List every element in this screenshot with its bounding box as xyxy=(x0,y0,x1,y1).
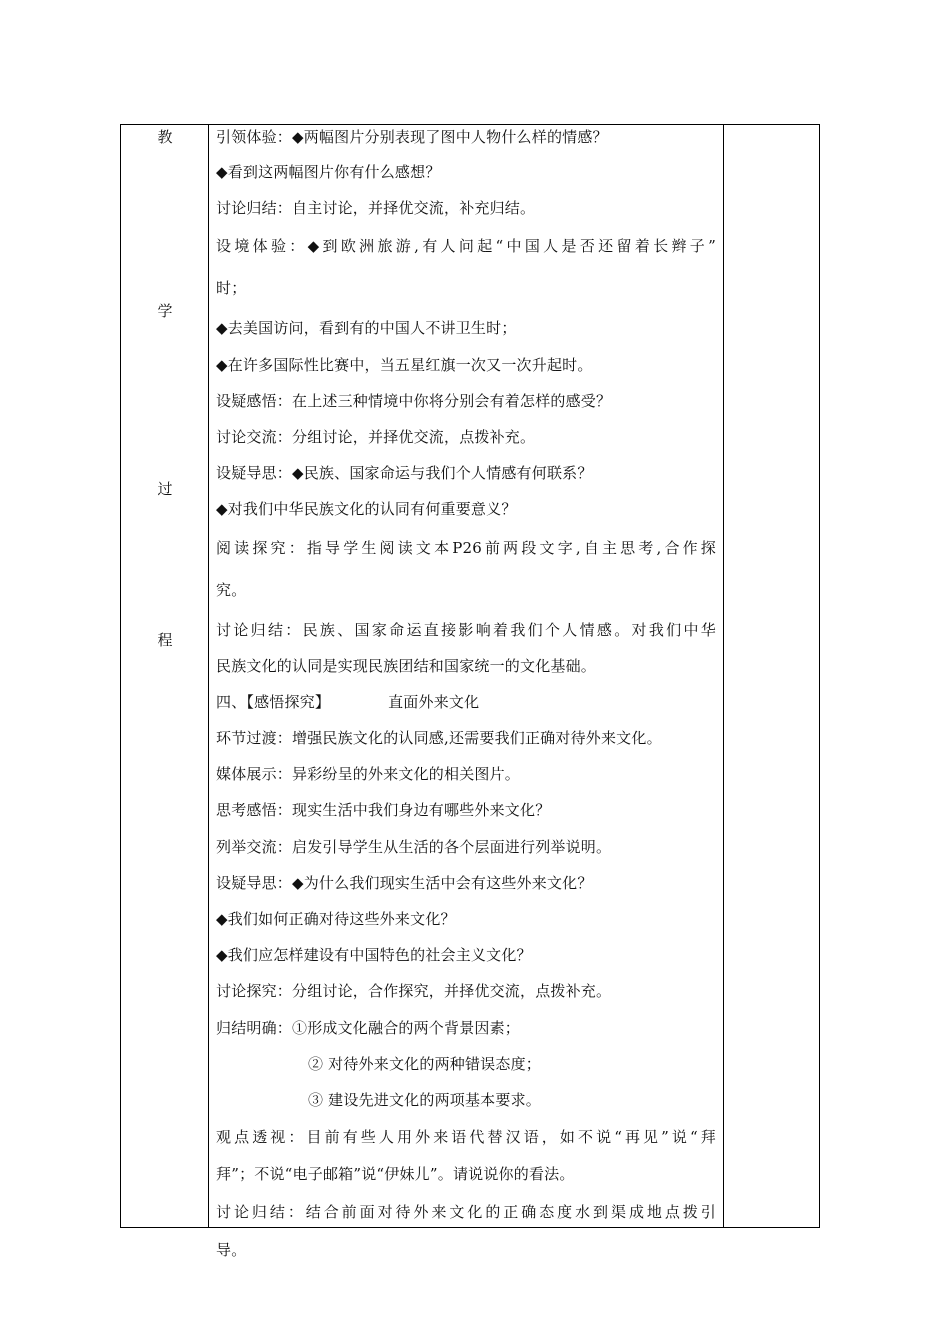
text-line: ◆我们应怎样建设有中国特色的社会主义文化？ xyxy=(216,946,532,965)
section-heading xyxy=(216,684,716,720)
section-heading-topic: 直面外来文化 xyxy=(388,692,480,711)
section-heading-label: 四、【感悟探究】 xyxy=(216,692,331,711)
text-line: 讨论归结：结合前面对待外来文化的正确态度水到渠成地点拨引 xyxy=(216,1203,716,1222)
text-line: 设疑导思：◆为什么我们现实生活中会有这些外来文化？ xyxy=(216,873,593,892)
column-divider-left xyxy=(208,125,209,1227)
text-line: 民族文化的认同是实现民族团结和国家统一的文化基础。 xyxy=(216,656,597,675)
text-line: 列举交流：启发引导学生从生活的各个层面进行列举说明。 xyxy=(216,837,612,856)
text-line-indented: ③ 建设先进文化的两项基本要求。 xyxy=(308,1090,541,1109)
text-line: 观点透视：目前有些人用外来语代替汉语，如不说“再见”说“拜 xyxy=(216,1128,716,1147)
text-line: 讨论交流：分组讨论，并择优交流，点拨补充。 xyxy=(216,427,536,446)
text-line: 设疑感悟：在上述三种情境中你将分别会有着怎样的感受？ xyxy=(216,391,612,410)
text-line: 阅读探究：指导学生阅读文本P26前两段文字,自主思考,合作探 xyxy=(216,538,716,557)
text-line: 媒体展示：异彩纷呈的外来文化的相关图片。 xyxy=(216,765,521,784)
text-line: 归结明确：①形成文化融合的两个背景因素； xyxy=(216,1018,521,1037)
text-line: ◆看到这两幅图片你有什么感想？ xyxy=(216,163,441,181)
text-line: 导。 xyxy=(216,1241,247,1260)
text-line: 思考感悟：现实生活中我们身边有哪些外来文化？ xyxy=(216,801,551,820)
column-divider-right xyxy=(723,125,724,1227)
text-line: 究。 xyxy=(216,580,247,599)
lesson-content xyxy=(216,124,716,1269)
text-line: 讨论归结：自主讨论，并择优交流，补充归结。 xyxy=(216,199,536,218)
text-line-indented: ② 对待外来文化的两种错误态度； xyxy=(308,1054,541,1073)
side-label-char: 教 xyxy=(157,128,173,146)
text-line: ◆我们如何正确对待这些外来文化？ xyxy=(216,910,456,928)
text-line: ◆对我们中华民族文化的认同有何重要意义？ xyxy=(216,500,517,519)
text-line: 设疑导思：◆民族、国家命运与我们个人情感有何联系？ xyxy=(216,464,593,483)
text-line: 设境体验：◆到欧洲旅游,有人问起“中国人是否还留着长辫子” xyxy=(216,237,716,256)
side-label-char: 学 xyxy=(157,302,173,320)
text-line: 讨论归结：民族、国家命运直接影响着我们个人情感。对我们中华 xyxy=(216,620,716,639)
text-line: ◆在许多国际性比赛中，当五星红旗一次又一次升起时。 xyxy=(216,355,593,374)
side-label-char: 程 xyxy=(157,631,173,649)
text-line: 时； xyxy=(216,279,247,298)
text-line: 引领体验：◆两幅图片分别表现了图中人物什么样的情感？ xyxy=(216,128,608,146)
text-line: ◆去美国访问，看到有的中国人不讲卫生时； xyxy=(216,319,517,338)
side-label-char: 过 xyxy=(157,480,173,498)
text-line: 拜”；不说“电子邮箱”说“伊妹儿”。请说说你的看法。 xyxy=(216,1165,575,1184)
text-line: 讨论探究：分组讨论，合作探究，并择优交流，点拨补充。 xyxy=(216,982,612,1001)
text-line: 环节过渡：增强民族文化的认同感,还需要我们正确对待外来文化。 xyxy=(216,729,662,748)
